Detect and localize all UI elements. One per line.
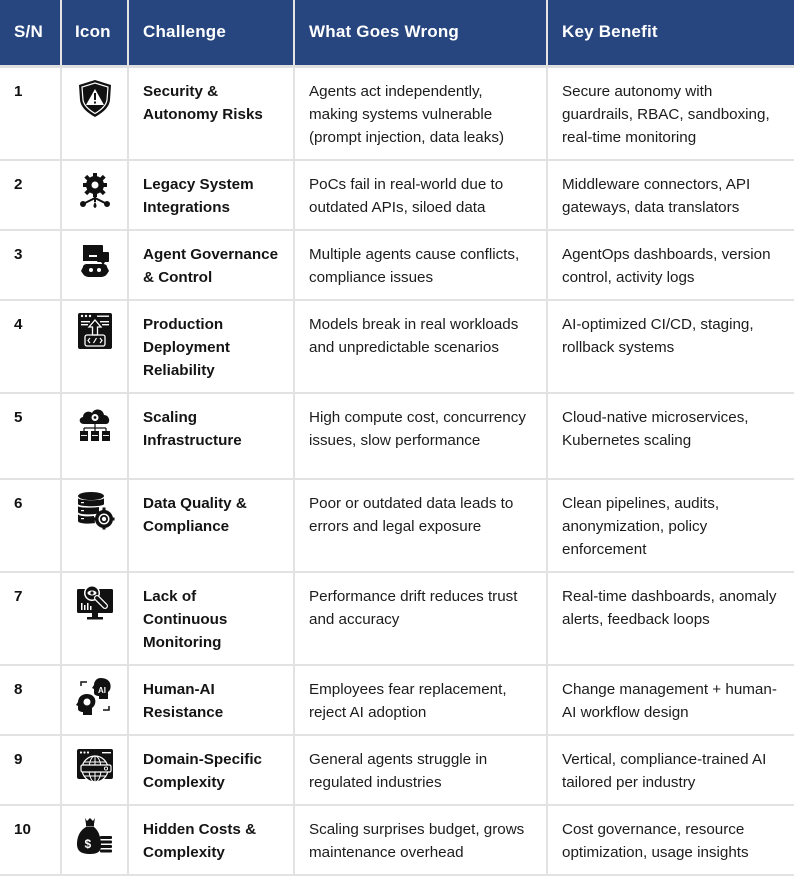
row-key-benefit: AgentOps dashboards, version control, activity logs <box>547 230 794 300</box>
svg-text:$: $ <box>84 836 91 851</box>
gear-network-icon <box>75 198 115 215</box>
row-sn: 3 <box>0 230 61 300</box>
row-key-benefit: Cost governance, resource optimization, usage insights <box>547 805 794 875</box>
row-key-benefit: Change management + human-AI workflow design <box>547 665 794 735</box>
row-what-goes-wrong: General agents struggle in regulated industries <box>294 735 547 805</box>
row-key-benefit: Cloud-native microservices, Kubernetes scaling <box>547 393 794 479</box>
row-key-benefit: Middleware connectors, API gateways, data translators <box>547 160 794 230</box>
cloud-servers-icon <box>75 431 115 448</box>
row-what-goes-wrong: Models break in real workloads and unpredictable scenarios <box>294 300 547 393</box>
row-challenge: Agent Governance & Control <box>128 230 294 300</box>
row-sn: 5 <box>0 393 61 479</box>
database-gear-icon <box>75 517 115 534</box>
row-what-goes-wrong: Multiple agents cause conflicts, compliance issues <box>294 230 547 300</box>
table-row <box>0 393 794 479</box>
table-row <box>0 300 794 393</box>
table-row <box>0 479 794 572</box>
row-what-goes-wrong: Scaling surprises budget, grows maintenance overhead <box>294 805 547 875</box>
table-row <box>0 805 794 875</box>
row-challenge: Legacy System Integrations <box>128 160 294 230</box>
table-row <box>0 66 794 160</box>
row-key-benefit: AI-optimized CI/CD, staging, rollback systems <box>547 300 794 393</box>
row-sn: 2 <box>0 160 61 230</box>
monitor-eye-search-icon <box>75 610 115 627</box>
svg-text:AI: AI <box>97 685 106 695</box>
row-challenge: Hidden Costs & Complexity <box>128 805 294 875</box>
deployment-code-icon <box>75 338 115 355</box>
money-bag-coins-icon <box>75 836 115 860</box>
row-challenge: Production Deployment Reliability <box>128 300 294 393</box>
header-sn: S/N <box>0 0 61 66</box>
row-sn: 6 <box>0 479 61 572</box>
row-sn: 7 <box>0 572 61 665</box>
row-challenge: Domain-Specific Complexity <box>128 735 294 805</box>
row-challenge: Human-AI Resistance <box>128 665 294 735</box>
header-row <box>0 0 794 66</box>
row-challenge: Security & Autonomy Risks <box>128 66 294 160</box>
row-sn: 1 <box>0 66 61 160</box>
row-sn: 9 <box>0 735 61 805</box>
row-key-benefit: Clean pipelines, audits, anonymization, policy enforcement <box>547 479 794 572</box>
row-challenge: Lack of Continuous Monitoring <box>128 572 294 665</box>
agent-chat-icon <box>75 268 115 285</box>
human-ai-heads-icon <box>75 685 115 720</box>
browser-globe-icon <box>75 773 115 790</box>
row-what-goes-wrong: Employees fear replacement, reject AI adoption <box>294 665 547 735</box>
table-row <box>0 572 794 665</box>
row-key-benefit: Vertical, compliance-trained AI tailored per industry <box>547 735 794 805</box>
header-icon: Icon <box>61 0 128 66</box>
table-row <box>0 735 794 805</box>
row-what-goes-wrong: Poor or outdated data leads to errors and legal exposure <box>294 479 547 572</box>
header-key-benefit: Key Benefit <box>547 0 794 66</box>
table-row <box>0 160 794 230</box>
row-key-benefit: Real-time dashboards, anomaly alerts, feedback loops <box>547 572 794 665</box>
row-sn: 8 <box>0 665 61 735</box>
row-challenge: Data Quality & Compliance <box>128 479 294 572</box>
header-challenge: Challenge <box>128 0 294 66</box>
table-row <box>0 230 794 300</box>
row-challenge: Scaling Infrastructure <box>128 393 294 479</box>
table-row <box>0 665 794 735</box>
row-key-benefit: Secure autonomy with guardrails, RBAC, sandboxing, real-time monitoring <box>547 66 794 160</box>
row-what-goes-wrong: High compute cost, concurrency issues, slow performance <box>294 393 547 479</box>
row-sn: 10 <box>0 805 61 875</box>
row-what-goes-wrong: PoCs fail in real-world due to outdated APIs, siloed data <box>294 160 547 230</box>
row-what-goes-wrong: Agents act independently, making systems vulnerable (prompt injection, data leaks) <box>294 66 547 160</box>
row-what-goes-wrong: Performance drift reduces trust and accuracy <box>294 572 547 665</box>
shield-warning-icon <box>75 105 115 122</box>
row-sn: 4 <box>0 300 61 393</box>
header-what-goes-wrong: What Goes Wrong <box>294 0 547 66</box>
